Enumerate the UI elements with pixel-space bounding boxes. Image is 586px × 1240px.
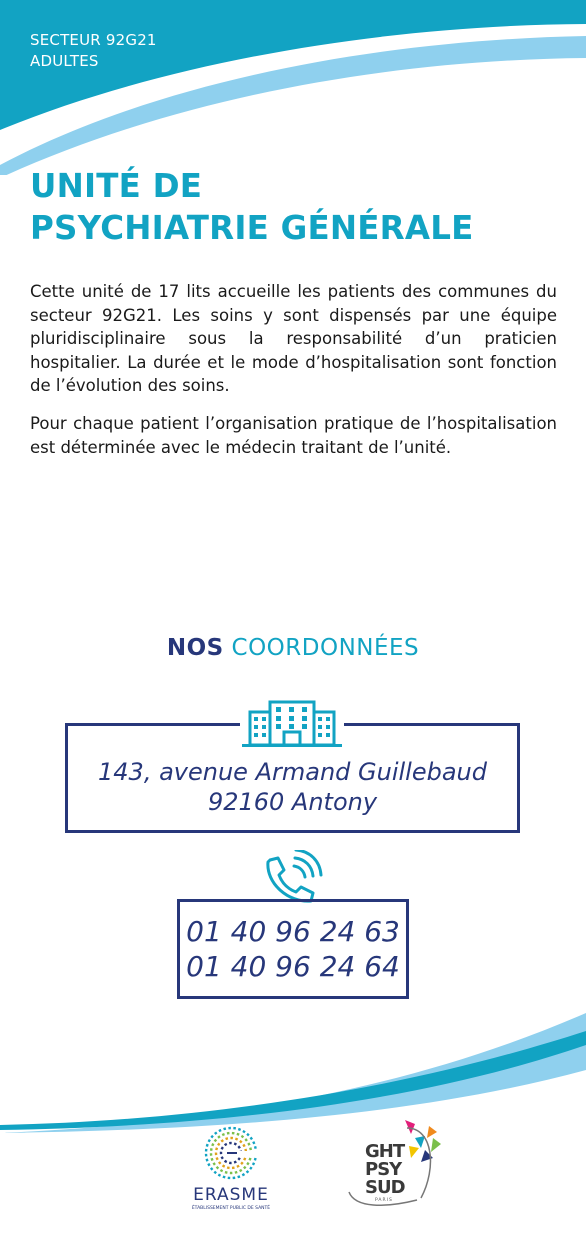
address-line-1: 143, avenue Armand Guillebaud xyxy=(98,758,487,786)
phone-icon xyxy=(258,850,326,904)
phone-number-2[interactable]: 01 40 96 24 64 xyxy=(186,950,400,983)
ght-line-1: GHT xyxy=(365,1141,405,1162)
phone-number-1[interactable]: 01 40 96 24 63 xyxy=(186,915,400,948)
erasme-subtitle: ÉTABLISSEMENT PUBLIC DE SANTÉ xyxy=(191,1206,271,1211)
sector-label: SECTEUR 92G21 xyxy=(30,31,157,49)
address-line-2: 92160 Antony xyxy=(207,788,378,816)
title-line-2: PSYCHIATRIE GÉNÉRALE xyxy=(30,209,474,247)
header-wave xyxy=(0,0,586,175)
page-title xyxy=(30,165,474,249)
phone-numbers xyxy=(177,914,409,984)
footer-wave xyxy=(0,1005,586,1135)
building-icon xyxy=(240,697,344,753)
contact-heading-bold: NOS xyxy=(166,635,224,661)
erasme-name: ERASME xyxy=(193,1185,269,1205)
contact-heading xyxy=(0,635,586,661)
ght-line-3: SUD xyxy=(365,1177,405,1198)
contact-heading-rest: COORDONNÉES xyxy=(231,635,420,661)
description-paragraph-2: Pour chaque patient l’organisation pratique de l’hospitalisation est déterminée avec le médecin traitant de l’unité. xyxy=(30,414,557,457)
address xyxy=(65,757,520,817)
ght-line-2: PSY xyxy=(365,1159,402,1180)
description-paragraph-1: Cette unité de 17 lits accueille les patients des communes du secteur 92G21. Les soins y sont dispensés par une équipe pluridisciplinaire sous la responsabilité d’un praticien hospitalier. La durée et le mode d’hospitalisation sont fonction de l’évolution des soins. xyxy=(30,282,557,395)
ght-city: PARIS xyxy=(375,1198,393,1203)
header-text xyxy=(30,30,157,72)
title-line-1: UNITÉ DE xyxy=(30,167,203,205)
audience-label: ADULTES xyxy=(30,52,99,70)
ght-psy-sud-logo xyxy=(345,1118,445,1210)
